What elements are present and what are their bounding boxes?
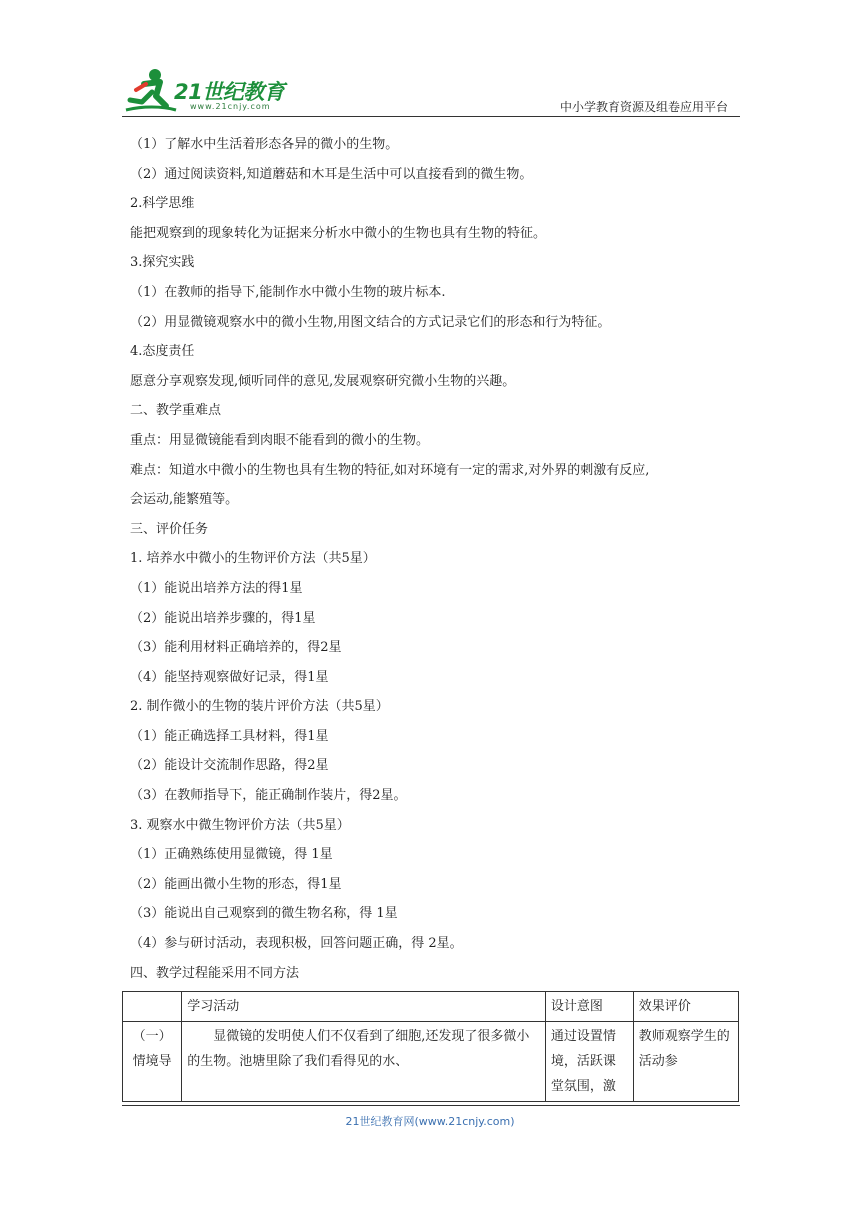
text-line: 重点：用显微镜能看到肉眼不能看到的微小的生物。: [130, 432, 430, 448]
text-line: （2）用显微镜观察水中的微小生物,用图文结合的方式记录它们的形态和行为特征。: [130, 314, 611, 330]
text-line: 愿意分享观察发现,倾听同伴的意见,发展观察研究微小生物的兴趣。: [130, 373, 516, 389]
footer-divider: [122, 1105, 740, 1106]
table-header-cell: 设计意图: [545, 992, 633, 1022]
section-heading: 3.探究实践: [130, 255, 195, 271]
section-heading: 4.态度责任: [130, 344, 195, 360]
text-line: 会运动,能繁殖等。: [130, 492, 239, 508]
text-line: （1）正确熟练使用显微镜，得 1星: [130, 847, 333, 863]
subsection-heading: 2. 制作微小的生物的装片评价方法（共5星）: [130, 699, 389, 715]
text-line: （2）能画出微小生物的形态，得1星: [130, 876, 342, 892]
page-header: [122, 66, 740, 118]
text-line: （2）通过阅读资料,知道蘑菇和木耳是生活中可以直接看到的微生物。: [130, 166, 533, 182]
runner-logo-icon: [122, 66, 178, 116]
text-line: （4）能坚持观察做好记录，得1星: [130, 669, 329, 685]
text-line: （1）了解水中生活着形态各异的微小的生物。: [130, 137, 399, 152]
section-heading: 四、教学过程能采用不同方法: [130, 965, 300, 981]
text-line: （3）能利用材料正确培养的，得2星: [130, 640, 342, 656]
section-heading: 2.科学思维: [130, 196, 195, 212]
footer-link[interactable]: 21世纪教育网(www.21cnjy.com): [345, 1115, 515, 1128]
text-line: 能把观察到的现象转化为证据来分析水中微小的生物也具有生物的特征。: [130, 225, 547, 241]
effect-cell: 教师观察学生的活动参: [633, 1022, 738, 1102]
site-logo[interactable]: [122, 66, 292, 116]
table-row: [123, 1022, 739, 1102]
table-header-cell: 效果评价: [633, 992, 738, 1022]
header-divider: [122, 116, 740, 117]
text-line: （3）能说出自己观察到的微生物名称，得 1星: [130, 906, 398, 922]
section-heading: 二、教学重难点: [130, 403, 222, 419]
text-line: （2）能设计交流制作思路，得2星: [130, 758, 329, 774]
section-heading: 三、评价任务: [130, 521, 209, 537]
platform-title: 中小学教育资源及组卷应用平台: [559, 100, 728, 114]
text-line: （1）在教师的指导下,能制作水中微小生物的玻片标本.: [130, 284, 446, 300]
table-header-row: [123, 992, 739, 1022]
text-line: （3）在教师指导下，能正确制作装片，得2星。: [130, 788, 407, 804]
activity-cell: 显微镜的发明使人们不仅看到了细胞,还发现了很多微小的生物。池塘里除了我们看得见的水、: [182, 1022, 546, 1102]
text-line: （1）能正确选择工具材料，得1星: [130, 728, 329, 744]
intent-cell: 通过设置情境，活跃课堂氛围，激: [545, 1022, 633, 1102]
logo-url: www.21cnjy.com: [190, 102, 271, 111]
text-line: （1）能说出培养方法的得1星: [130, 580, 303, 596]
text-line: 难点：知道水中微小的生物也具有生物的特征,如对环境有一定的需求,对外界的刺激有反应,: [130, 462, 650, 478]
logo-text: 21世纪教育: [174, 80, 285, 104]
stage-cell: （一） 情境导: [123, 1022, 182, 1102]
text-line: （2）能说出培养步骤的，得1星: [130, 610, 316, 626]
text-line: （4）参与研讨活动，表现积极，回答问题正确，得 2星。: [130, 936, 463, 952]
table-header-cell: 学习活动: [182, 992, 546, 1022]
subsection-heading: 3. 观察水中微生物评价方法（共5星）: [130, 817, 350, 833]
teaching-process-table: [122, 991, 739, 1102]
table-header-cell: [123, 992, 182, 1022]
document-body: [130, 130, 740, 988]
subsection-heading: 1. 培养水中微小的生物评价方法（共5星）: [130, 551, 376, 567]
